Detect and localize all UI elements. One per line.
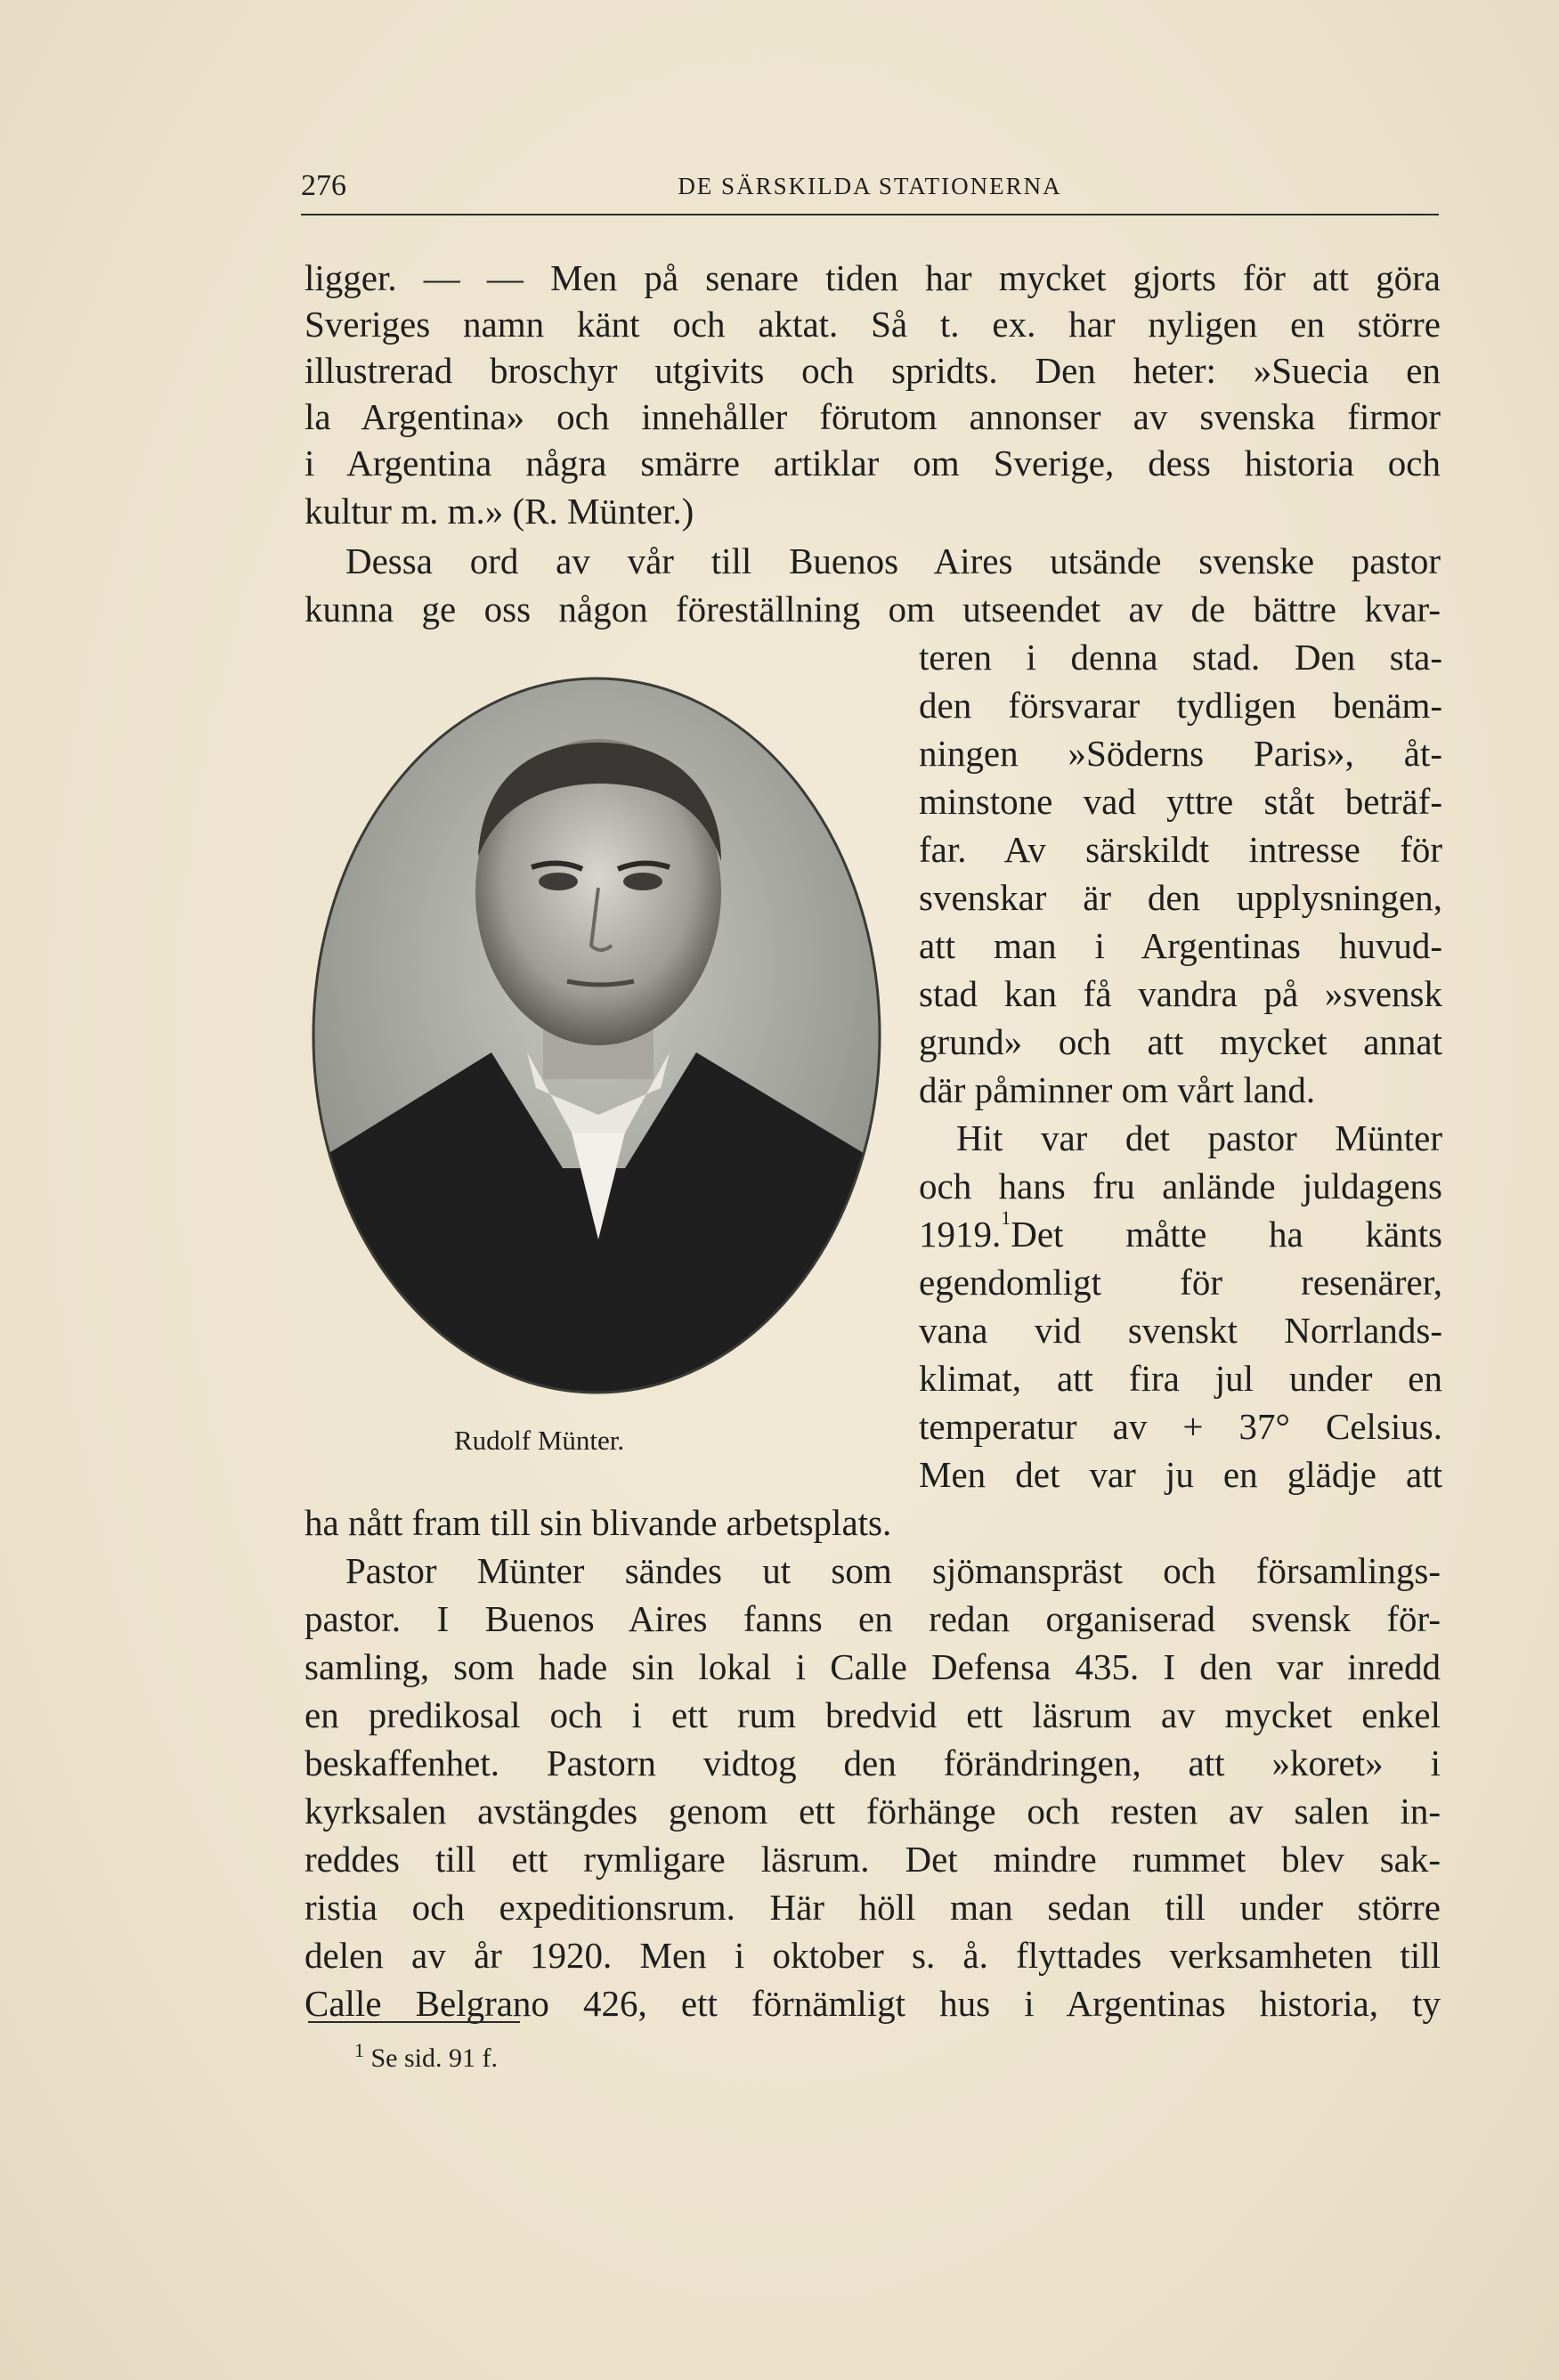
text-line: grund» och att mycket annat: [919, 1021, 1442, 1062]
text-line: där påminner om vårt land.: [919, 1069, 1316, 1110]
text-line: Men det var ju en glädje att: [919, 1454, 1442, 1495]
text-line: kyrksalen avstängdes genom ett förhänge och resten av salen in-: [304, 1791, 1441, 1832]
text-fragment: 1919.: [919, 1214, 1002, 1255]
text-line: reddes till ett rymligare läsrum. Det mindre rummet blev sak-: [304, 1839, 1441, 1880]
text-line: far. Av särskildt intresse för: [919, 829, 1442, 870]
text-line: kunna ge oss någon föreställning om utseendet av de bättre kvar-: [304, 589, 1441, 630]
figure-caption: Rudolf Münter.: [454, 1425, 625, 1456]
page-header: [301, 169, 1439, 205]
text-line: Hit var det pastor Münter: [956, 1117, 1442, 1158]
text-line: delen av år 1920. Men i oktober s. å. flyttades verksamheten till: [304, 1935, 1441, 1976]
text-line: pastor. I Buenos Aires fanns en redan organiserad svensk för-: [304, 1598, 1441, 1639]
text-line: kultur m. m.» (R. Münter.): [304, 491, 694, 532]
text-fragment: Det måtte ha känts: [1011, 1214, 1442, 1255]
text-line: minstone vad yttre ståt beträf-: [919, 781, 1442, 822]
text-line: i Argentina några smärre artiklar om Sverige, dess historia och: [304, 443, 1441, 483]
text-line: svenskar är den upplysningen,: [919, 877, 1442, 918]
footnote: [354, 2039, 498, 2074]
text-line: teren i denna stad. Den sta-: [919, 637, 1442, 678]
text-line: stad kan få vandra på »svensk: [919, 973, 1442, 1014]
footnote-marker: 1: [354, 2039, 364, 2061]
portrait-photo: [304, 670, 889, 1401]
text-line-with-footnote: [919, 1206, 1442, 1257]
text-line: Sveriges namn känt och aktat. Så t. ex. har nyligen en större: [304, 304, 1441, 345]
text-line: Calle Belgrano 426, ett förnämligt hus i Argentinas historia, ty: [304, 1983, 1441, 2024]
text-line: en predikosal och i ett rum bredvid ett läsrum av mycket enkel: [304, 1694, 1441, 1735]
footnote-rule: [308, 2021, 520, 2023]
text-line: vana vid svenskt Norrlands-: [919, 1310, 1442, 1351]
text-line: samling, som hade sin lokal i Calle Defensa 435. I den var inredd: [304, 1646, 1441, 1687]
text-line: egendomligt för resenärer,: [919, 1262, 1442, 1303]
text-line: ristia och expeditionsrum. Här höll man sedan till under större: [304, 1887, 1441, 1928]
header-rule: [301, 214, 1439, 215]
text-line: ningen »Söderns Paris», åt-: [919, 733, 1442, 774]
text-line: la Argentina» och innehåller förutom annonser av svenska firmor: [304, 396, 1441, 437]
text-line: och hans fru anlände juldagens: [919, 1166, 1442, 1206]
text-line: klimat, att fira jul under en: [919, 1358, 1442, 1399]
footnote-text: Se sid. 91 f.: [370, 2043, 498, 2073]
text-line: beskaffenhet. Pastorn vidtog den förändringen, att »koret» i: [304, 1742, 1441, 1783]
text-line: temperatur av + 37° Celsius.: [919, 1406, 1442, 1447]
footnote-marker: 1: [1001, 1206, 1011, 1229]
page-number: 276: [301, 169, 346, 202]
text-line: Dessa ord av vår till Buenos Aires utsände svenske pastor: [345, 540, 1441, 581]
text-line: Pastor Münter sändes ut som sjömanspräst och församlings-: [345, 1550, 1441, 1591]
text-line: att man i Argentinas huvud-: [919, 925, 1442, 966]
text-line: den försvarar tydligen benäm-: [919, 685, 1442, 726]
text-line: ha nått fram till sin blivande arbetsplats.: [304, 1502, 892, 1543]
text-line: illustrerad broschyr utgivits och spridts. Den heter: »Suecia en: [304, 350, 1441, 391]
running-title: DE SÄRSKILDA STATIONERNA: [678, 173, 1062, 199]
text-line: ligger. — — Men på senare tiden har mycket gjorts för att göra: [304, 257, 1441, 298]
